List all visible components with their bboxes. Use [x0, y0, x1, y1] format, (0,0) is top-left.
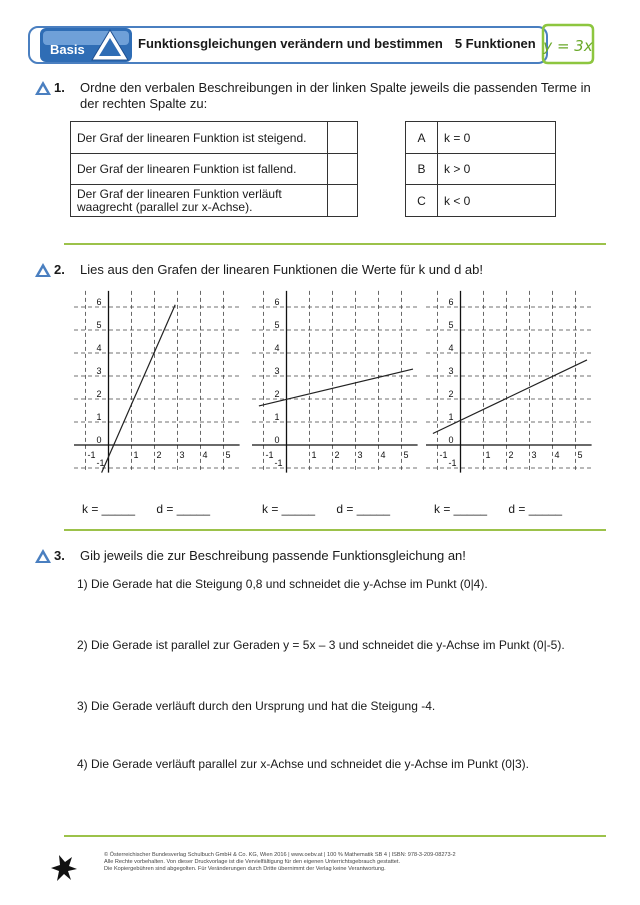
y-tick-label: 4 [448, 343, 454, 353]
y-tick-label: 6 [274, 297, 280, 307]
footer-line: Alle Rechte vorbehalten. Von dieser Druckvorlage ist die Vervielfältigung für den eigenen Unterrichtsgebrauch gestattet. [104, 859, 401, 865]
d-blank[interactable]: d = _____ [156, 502, 211, 516]
y-tick-label: 1 [274, 412, 280, 422]
triangle-icon [34, 262, 52, 278]
x-tick-label: 2 [156, 450, 162, 460]
x-tick-label: -1 [439, 450, 448, 460]
x-tick-label: 4 [554, 450, 560, 460]
y-tick-label: 2 [274, 389, 280, 399]
page-title-text: Funktionsgleichungen verändern und bestimmen [138, 36, 443, 51]
y-tick-label: 6 [96, 297, 102, 307]
y-tick-label: 2 [448, 389, 454, 399]
section-divider [64, 243, 606, 245]
y-tick-label: 5 [448, 320, 454, 330]
term-letter: B [406, 154, 438, 185]
y-tick-label: 1 [96, 412, 102, 422]
y-tick-label: 5 [96, 320, 102, 330]
description-cell: Der Graf der linearen Funktion ist steigend. [71, 122, 328, 154]
answer-row-2 [262, 502, 390, 516]
task-3-item: 2) Die Gerade ist parallel zur Geraden y = 5x – 3 und schneidet die y-Achse im Punkt (0|-5). [77, 638, 565, 652]
y-tick-label: 5 [274, 320, 280, 330]
task-2 [54, 262, 610, 278]
answer-box[interactable] [328, 122, 358, 154]
answer-row-1 [82, 502, 210, 516]
y-tick-label: 3 [448, 366, 454, 376]
task-3-item: 4) Die Gerade verläuft parallel zur x-Achse und schneidet die y-Achse im Punkt (0|3). [77, 757, 529, 771]
task-2-heading [54, 262, 610, 278]
function-graph-line [259, 369, 413, 406]
x-tick-label: -1 [265, 450, 274, 460]
task-1-text: Ordne den verbalen Beschreibungen in der linken Spalte jeweils die passenden Terme in der rechten Spalte zu: [80, 80, 591, 111]
y-tick-label: -1 [448, 458, 457, 468]
basis-badge [40, 22, 136, 66]
term-value: k = 0 [438, 122, 556, 154]
d-blank[interactable]: d = _____ [336, 502, 391, 516]
y-tick-label: 1 [448, 412, 454, 422]
coordinate-systems [70, 290, 610, 480]
y-tick-label: 0 [96, 435, 102, 445]
task-3 [54, 548, 610, 564]
x-tick-label: 3 [357, 450, 363, 460]
section-divider [64, 835, 606, 837]
task-1-heading [54, 80, 610, 112]
task-1-number: 1. [54, 80, 65, 95]
y-tick-label: 0 [274, 435, 280, 445]
task-2-text: Lies aus den Grafen der linearen Funktionen die Werte für k und d ab! [80, 262, 484, 277]
x-tick-label: 5 [577, 450, 583, 460]
answer-box[interactable] [328, 154, 358, 185]
x-tick-label: 1 [485, 450, 491, 460]
y-tick-label: 2 [96, 389, 102, 399]
x-tick-label: 2 [334, 450, 340, 460]
x-tick-label: 3 [531, 450, 537, 460]
task-3-item: 1) Die Gerade hat die Steigung 0,8 und schneidet die y-Achse im Punkt (0|4). [77, 577, 488, 591]
term-letter: A [406, 122, 438, 154]
x-tick-label: 4 [380, 450, 386, 460]
task-3-heading [54, 548, 610, 564]
basis-badge-label: Basis [50, 42, 85, 57]
publisher-logo-icon [50, 853, 78, 883]
formula-text: y = 3x [543, 37, 593, 55]
term-letter: C [406, 185, 438, 217]
description-cell: Der Graf der linearen Funktion ist fallend. [71, 154, 328, 185]
y-tick-label: 3 [96, 366, 102, 376]
chapter-label: 5 Funktionen [454, 36, 536, 51]
y-tick-label: -1 [274, 458, 283, 468]
k-blank[interactable]: k = _____ [262, 502, 316, 516]
triangle-icon [34, 80, 52, 96]
task-3-text: Gib jeweils die zur Beschreibung passende Funktionsgleichung an! [80, 548, 466, 563]
answer-box[interactable] [328, 185, 358, 217]
task-3-number: 3. [54, 548, 65, 563]
x-tick-label: 1 [311, 450, 317, 460]
d-blank[interactable]: d = _____ [508, 502, 563, 516]
answer-row-3 [434, 502, 562, 516]
term-value: k < 0 [438, 185, 556, 217]
x-tick-label: 5 [225, 450, 231, 460]
y-tick-label: 0 [448, 435, 454, 445]
x-tick-label: 4 [202, 450, 208, 460]
page-title [138, 36, 536, 51]
x-tick-label: 3 [179, 450, 185, 460]
triangle-icon [34, 548, 52, 564]
y-tick-label: -1 [96, 458, 105, 468]
x-tick-label: -1 [87, 450, 96, 460]
task-3-item: 3) Die Gerade verläuft durch den Ursprung und hat die Steigung -4. [77, 699, 436, 713]
description-cell: Der Graf der linearen Funktion verläuft waagrecht (parallel zur x-Achse). [71, 185, 328, 217]
task-2-number: 2. [54, 262, 65, 277]
term-table [405, 121, 556, 217]
k-blank[interactable]: k = _____ [82, 502, 136, 516]
y-tick-label: 4 [274, 343, 280, 353]
x-tick-label: 5 [403, 450, 409, 460]
y-tick-label: 6 [448, 297, 454, 307]
x-tick-label: 2 [508, 450, 514, 460]
k-blank[interactable]: k = _____ [434, 502, 488, 516]
term-value: k > 0 [438, 154, 556, 185]
description-table [70, 121, 358, 217]
x-tick-label: 1 [133, 450, 139, 460]
formula-badge [540, 22, 596, 66]
y-tick-label: 3 [274, 366, 280, 376]
section-divider [64, 529, 606, 531]
function-graph-line [433, 360, 587, 434]
y-tick-label: 4 [96, 343, 102, 353]
footer-line: © Österreichischer Bundesverlag Schulbuch GmbH & Co. KG, Wien 2016 | www.oebv.at | 100 % Mathematik SB 4 | ISBN: 978-3-209-08273-2 [104, 852, 456, 858]
footer-line: Die Kopiergebühren sind abgegolten. Für Veränderungen durch Dritte übernimmt der Verlag keine Verantwortung. [104, 866, 386, 872]
page-header [28, 22, 610, 68]
task-1 [54, 80, 610, 112]
footer-copyright [104, 852, 456, 873]
